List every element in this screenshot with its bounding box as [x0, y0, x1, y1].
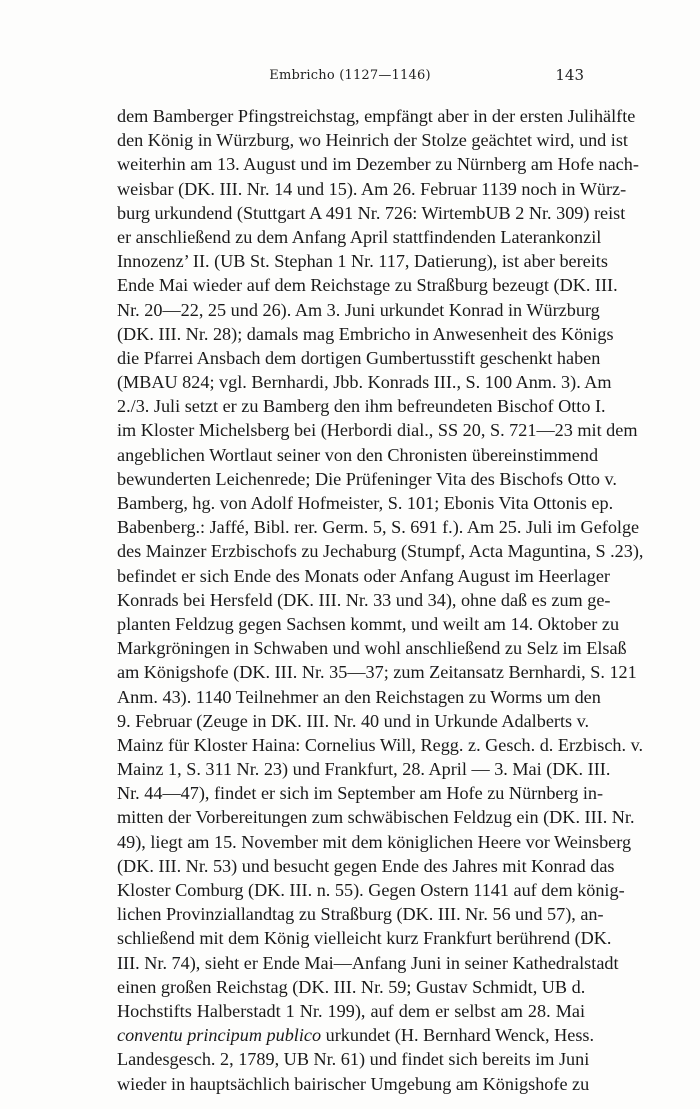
text-line: er anschließend zu dem Anfang April stattfindenden Laterankonzil: [117, 226, 602, 247]
text-line: Konrads bei Hersfeld (DK. III. Nr. 33 und 34), ohne daß es zum ge-: [117, 589, 611, 610]
text-line: befindet er sich Ende des Monats oder Anfang August im Heerlager: [117, 565, 610, 586]
text-line: weiterhin am 13. August und im Dezember zu Nürnberg am Hofe nach-: [117, 154, 639, 175]
text-line: die Pfarrei Ansbach dem dortigen Gumbertusstift geschenkt haben: [117, 347, 601, 368]
text-line: den König in Würzburg, wo Heinrich der Stolze geächtet wird, und ist: [117, 130, 628, 151]
text-line: lichen Provinziallandtag zu Straßburg (DK. III. Nr. 56 und 57), an-: [117, 904, 604, 925]
italic-line-rest: urkundet (H. Bernhard Wenck, Hess.: [321, 1025, 595, 1046]
running-title: Embricho (1127—1146): [269, 68, 431, 83]
page-number: 143: [555, 66, 584, 84]
text-line: burg urkundend (Stuttgart A 491 Nr. 726: WirtembUB 2 Nr. 309) reist: [117, 202, 626, 223]
body-text: [117, 104, 644, 1096]
text-line: Bamberg, hg. von Adolf Hofmeister, S. 101; Ebonis Vita Ottonis ep.: [117, 493, 614, 513]
text-line: 49), liegt am 15. November mit dem königlichen Heere vor Weinsberg: [117, 831, 632, 852]
text-line: des Mainzer Erzbischofs zu Jechaburg (Stumpf, Acta Maguntina, S .23),: [117, 541, 644, 562]
text-line: Hochstifts Halberstadt 1 Nr. 199), auf dem er selbst am 28. Mai: [117, 1000, 585, 1021]
text-line: (MBAU 824; vgl. Bernhardi, Jbb. Konrads III., S. 100 Anm. 3). Am: [117, 372, 612, 393]
text-line: III. Nr. 74), sieht er Ende Mai—Anfang Juni in seiner Kathedralstadt: [117, 952, 619, 973]
text-line: (DK. III. Nr. 28); damals mag Embricho in Anwesenheit des Königs: [117, 323, 614, 344]
text-line: dem Bamberger Pfingstreichstag, empfängt aber in der ersten Julihälfte: [117, 106, 636, 126]
text-line: angeblichen Wortlaut seiner von den Chronisten übereinstimmend: [117, 444, 599, 465]
text-line: Nr. 20—22, 25 und 26). Am 3. Juni urkundet Konrad in Würzburg: [117, 299, 600, 320]
text-line: Babenberg.: Jaffé, Bibl. rer. Germ. 5, S. 691 f.). Am 25. Juli im Gefolge: [117, 517, 640, 538]
text-line: schließend mit dem König vielleicht kurz Frankfurt berührend (DK.: [117, 928, 612, 949]
italic-text-line: [117, 1023, 595, 1047]
text-line: Mainz 1, S. 311 Nr. 23) und Frankfurt, 28. April — 3. Mai (DK. III.: [117, 759, 611, 780]
text-line: bewunderten Leichenrede; Die Prüfeninger Vita des Bischofs Otto v.: [117, 468, 617, 489]
text-line: (DK. III. Nr. 53) und besucht gegen Ende des Jahres mit Konrad das: [117, 855, 615, 876]
text-line: Kloster Comburg (DK. III. n. 55). Gegen Ostern 1141 auf dem könig‑: [117, 880, 625, 900]
text-line: mitten der Vorbereitungen zum schwäbischen Feldzug ein (DK. III. Nr.: [117, 807, 635, 828]
text-line: Mainz für Kloster Haina: Cornelius Will, Regg. z. Gesch. d. Erzbisch. v.: [117, 734, 644, 755]
text-line: 2./3. Juli setzt er zu Bamberg den ihm befreundeten Bischof Otto I.: [117, 396, 606, 417]
text-line: im Kloster Michelsberg bei (Herbordi dial., SS 20, S. 721—23 mit dem: [117, 420, 638, 441]
text-line: einen großen Reichstag (DK. III. Nr. 59; Gustav Schmidt, UB d.: [117, 976, 586, 997]
text-line: Ende Mai wieder auf dem Reichstage zu Straßburg bezeugt (DK. III.: [117, 275, 618, 296]
text-line: planten Feldzug gegen Sachsen kommt, und weilt am 14. Oktober zu: [117, 613, 620, 634]
text-line: Innozenz’ II. (UB St. Stephan 1 Nr. 117, Datierung), ist aber bereits: [117, 251, 608, 272]
text-line: weisbar (DK. III. Nr. 14 und 15). Am 26. Februar 1139 noch in Würz-: [117, 178, 627, 199]
text-line: Nr. 44—47), findet er sich im September am Hofe zu Nürnberg in-: [117, 783, 604, 804]
text-line: Anm. 43). 1140 Teilnehmer an den Reichstagen zu Worms um den: [117, 686, 601, 707]
text-line: Landesgesch. 2, 1789, UB Nr. 61) und findet sich bereits im Juni: [117, 1049, 590, 1070]
italic-phrase: conventu principum publico: [117, 1025, 322, 1046]
text-line: am Königshofe (DK. III. Nr. 35—37; zum Zeitansatz Bernhardi, S. 121: [117, 662, 637, 683]
text-line: Markgröningen in Schwaben und wohl anschließend zu Selz im Elsaß: [117, 638, 627, 659]
text-line: wieder in hauptsächlich bairischer Umgebung am Königshofe zu: [117, 1073, 590, 1094]
text-line: 9. Februar (Zeuge in DK. III. Nr. 40 und in Urkunde Adalberts v.: [117, 710, 590, 731]
